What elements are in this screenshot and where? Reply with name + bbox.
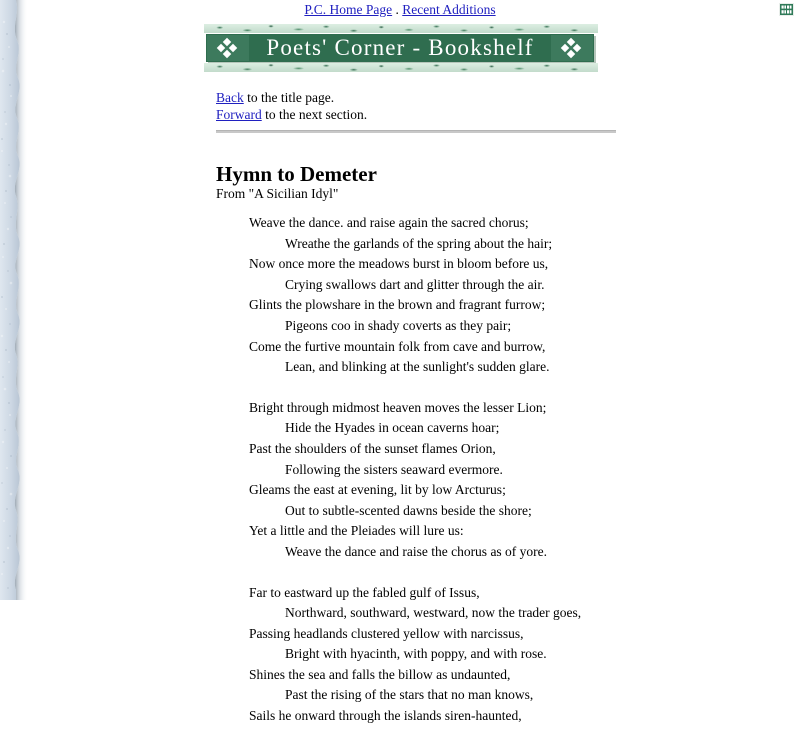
forward-navigation-text: to the next section. — [261, 107, 368, 122]
poem-line: Bright through midmost heaven moves the lesser Lion; — [249, 399, 547, 415]
poem-line: Wreathe the garlands of the spring about the hair; — [285, 235, 553, 251]
link-recent-additions[interactable]: Recent Additions — [402, 2, 496, 17]
poem-source-note: From "A Sicilian Idyl" — [216, 186, 339, 201]
forward-navigation-line — [216, 106, 367, 123]
poem-line: Bright with hyacinth, with poppy, and with rose. — [285, 646, 547, 662]
diamond-cluster-icon — [207, 35, 249, 61]
banner-body — [204, 33, 598, 63]
diamond-cluster-left-glyph — [218, 40, 238, 56]
poem-stanza — [249, 213, 749, 378]
poem-line: Weave the dance and raise the chorus as of yore. — [285, 543, 548, 559]
diamond-cluster-right-glyph — [562, 40, 582, 56]
banner-marble-top-border — [204, 24, 598, 33]
poem-line: Following the sisters seaward evermore. — [285, 461, 503, 477]
poem-line: Hide the Hyades in ocean caverns hoar; — [285, 420, 500, 436]
banner-inner-bar — [206, 34, 594, 62]
poem-line: Northward, southward, westward, now the trader goes, — [285, 605, 582, 621]
poem-line: Gleams the east at evening, lit by low Arcturus; — [249, 482, 506, 498]
poem-line: Shines the sea and falls the billow as undaunted, — [249, 666, 511, 682]
poem-line: Passing headlands clustered yellow with narcissus, — [249, 625, 524, 641]
poem-line: Now once more the meadows burst in bloom before us, — [249, 256, 549, 272]
link-forward[interactable]: Forward — [216, 107, 262, 122]
poem-line: Pigeons coo in shady coverts as they pair; — [285, 317, 512, 333]
poem-line: Out to subtle-scented dawns beside the shore; — [285, 502, 532, 518]
diamond-cluster-icon — [551, 35, 593, 61]
topnav-separator: . — [392, 2, 403, 17]
poem-line: Past the rising of the stars that no man knows, — [285, 687, 534, 703]
poem-line: Crying swallows dart and glitter through the air. — [285, 276, 545, 292]
poem-line: Weave the dance. and raise again the sacred chorus; — [249, 215, 529, 230]
poem-line: Sails he onward through the islands siren-haunted, — [249, 708, 522, 724]
poem-stanza — [249, 583, 749, 727]
poem-line: Past the shoulders of the sunset flames Orion, — [249, 440, 496, 456]
page-title: Hymn to Demeter — [216, 162, 377, 187]
poem-line: Far to eastward up the fabled gulf of Issus, — [249, 584, 480, 600]
link-pc-home-page[interactable]: P.C. Home Page — [304, 2, 393, 17]
poem-line: Yet a little and the Pleiades will lure us: — [249, 523, 464, 539]
banner-marble-bottom-border — [204, 63, 598, 72]
back-navigation-line — [216, 89, 367, 106]
poem-body — [249, 213, 749, 747]
site-banner — [204, 24, 598, 72]
link-back[interactable]: Back — [216, 90, 244, 105]
top-navigation — [0, 2, 800, 18]
poem-line: Come the furtive mountain folk from cave and burrow, — [249, 338, 546, 354]
horizontal-divider — [216, 130, 616, 133]
poem-line: Glints the plowshare in the brown and fragrant furrow; — [249, 297, 546, 313]
banner-title: Poets' Corner - Bookshelf — [266, 35, 534, 60]
poem-stanza — [249, 398, 749, 563]
back-navigation-text: to the title page. — [243, 90, 335, 105]
poem-line: Lean, and blinking at the sunlight's sudden glare. — [285, 359, 550, 375]
section-navigation — [216, 89, 367, 123]
